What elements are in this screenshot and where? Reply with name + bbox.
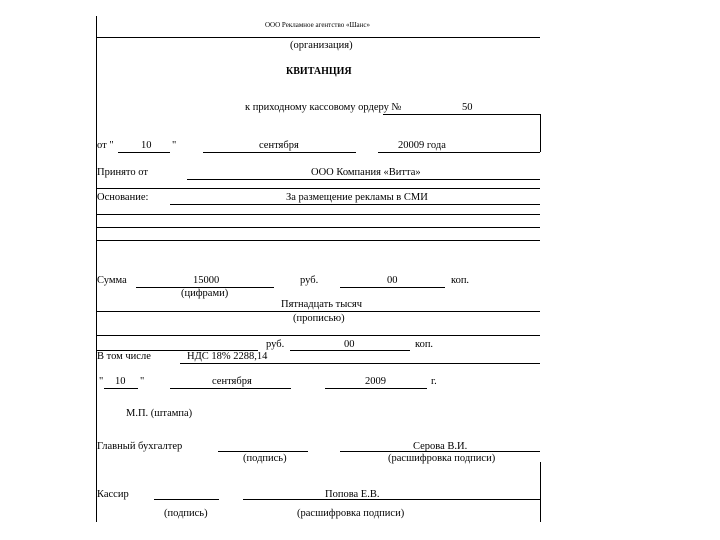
order-number: 50 bbox=[462, 102, 473, 113]
received-from-value: ООО Компания «Витта» bbox=[311, 167, 421, 178]
chief-accountant-signature-line bbox=[218, 451, 308, 452]
document-title: КВИТАНЦИЯ bbox=[286, 66, 352, 77]
sum-kop-line bbox=[340, 287, 445, 288]
cashier-label: Кассир bbox=[97, 489, 129, 500]
chief-accountant-label: Главный бухгалтер bbox=[97, 441, 183, 452]
cashier-signature-caption: (подпись) bbox=[164, 508, 208, 519]
vat-value: НДС 18% 2288,14 bbox=[187, 351, 268, 362]
received-from-label: Принято от bbox=[97, 167, 148, 178]
date2-quote-close: " bbox=[140, 376, 145, 387]
basis-extra-line-3 bbox=[96, 240, 540, 241]
date2-month-line bbox=[170, 388, 291, 389]
sum-rub-label-2: руб. bbox=[266, 339, 285, 350]
date1-year-line bbox=[378, 152, 540, 153]
date2-day-line bbox=[104, 388, 138, 389]
order-number-line bbox=[383, 114, 540, 115]
date2-quote-open: " bbox=[99, 376, 104, 387]
order-reference-text: к приходному кассовому ордеру № bbox=[245, 102, 402, 113]
sum-rub-label: руб. bbox=[300, 275, 319, 286]
date1-month-line bbox=[203, 152, 356, 153]
organization-caption: (организация) bbox=[290, 40, 353, 51]
sum-digits-caption: (цифрами) bbox=[181, 288, 229, 299]
received-from-extra-line bbox=[96, 188, 540, 189]
received-from-line bbox=[187, 179, 540, 180]
sum-words-extra-line bbox=[96, 335, 540, 336]
cashier-name: Попова Е.В. bbox=[325, 489, 380, 500]
date2-year: 2009 bbox=[365, 376, 386, 387]
date1-day: 10 bbox=[141, 140, 152, 151]
sum-kop-label: коп. bbox=[451, 275, 470, 286]
sum-kop-label-2: коп. bbox=[415, 339, 434, 350]
sum-words: Пятнадцать тысяч bbox=[281, 299, 363, 310]
basis-label: Основание: bbox=[97, 192, 149, 203]
date1-quote-close: " bbox=[172, 140, 177, 151]
sum-kop2-line bbox=[290, 350, 410, 351]
chief-accountant-name-caption: (расшифровка подписи) bbox=[388, 453, 496, 464]
basis-line bbox=[170, 204, 540, 205]
organization-name: ООО Рекламное агентство «Шанс» bbox=[265, 21, 371, 29]
chief-accountant-name: Серова В.И. bbox=[413, 441, 468, 452]
date1-month: сентября bbox=[259, 140, 299, 151]
basis-value: За размещение рекламы в СМИ bbox=[286, 192, 428, 203]
sum-digits: 15000 bbox=[193, 275, 220, 286]
date2-day: 10 bbox=[115, 376, 126, 387]
organization-line bbox=[96, 37, 540, 38]
date2-year-suffix: г. bbox=[431, 376, 437, 387]
right-border-lower bbox=[540, 462, 541, 522]
vat-label: В том числе bbox=[97, 351, 151, 362]
cashier-name-line bbox=[243, 499, 540, 500]
stamp-placeholder: М.П. (штампа) bbox=[126, 408, 193, 419]
right-border-upper bbox=[540, 114, 541, 152]
date1-prefix: от " bbox=[97, 140, 114, 151]
date1-year: 20009 года bbox=[398, 140, 446, 151]
chief-accountant-name-line bbox=[340, 451, 540, 452]
sum-words-line bbox=[96, 311, 540, 312]
basis-extra-line-1 bbox=[96, 214, 540, 215]
cashier-name-caption: (расшифровка подписи) bbox=[297, 508, 405, 519]
sum-words-caption: (прописью) bbox=[293, 313, 345, 324]
date2-month: сентября bbox=[212, 376, 252, 387]
basis-extra-line-2 bbox=[96, 227, 540, 228]
chief-accountant-signature-caption: (подпись) bbox=[243, 453, 287, 464]
date1-day-line bbox=[118, 152, 170, 153]
date2-year-line bbox=[325, 388, 427, 389]
sum-kop-value: 00 bbox=[387, 275, 398, 286]
sum-kop-value-2: 00 bbox=[344, 339, 355, 350]
sum-label: Сумма bbox=[97, 275, 127, 286]
cashier-signature-line bbox=[154, 499, 219, 500]
vat-line bbox=[180, 363, 540, 364]
